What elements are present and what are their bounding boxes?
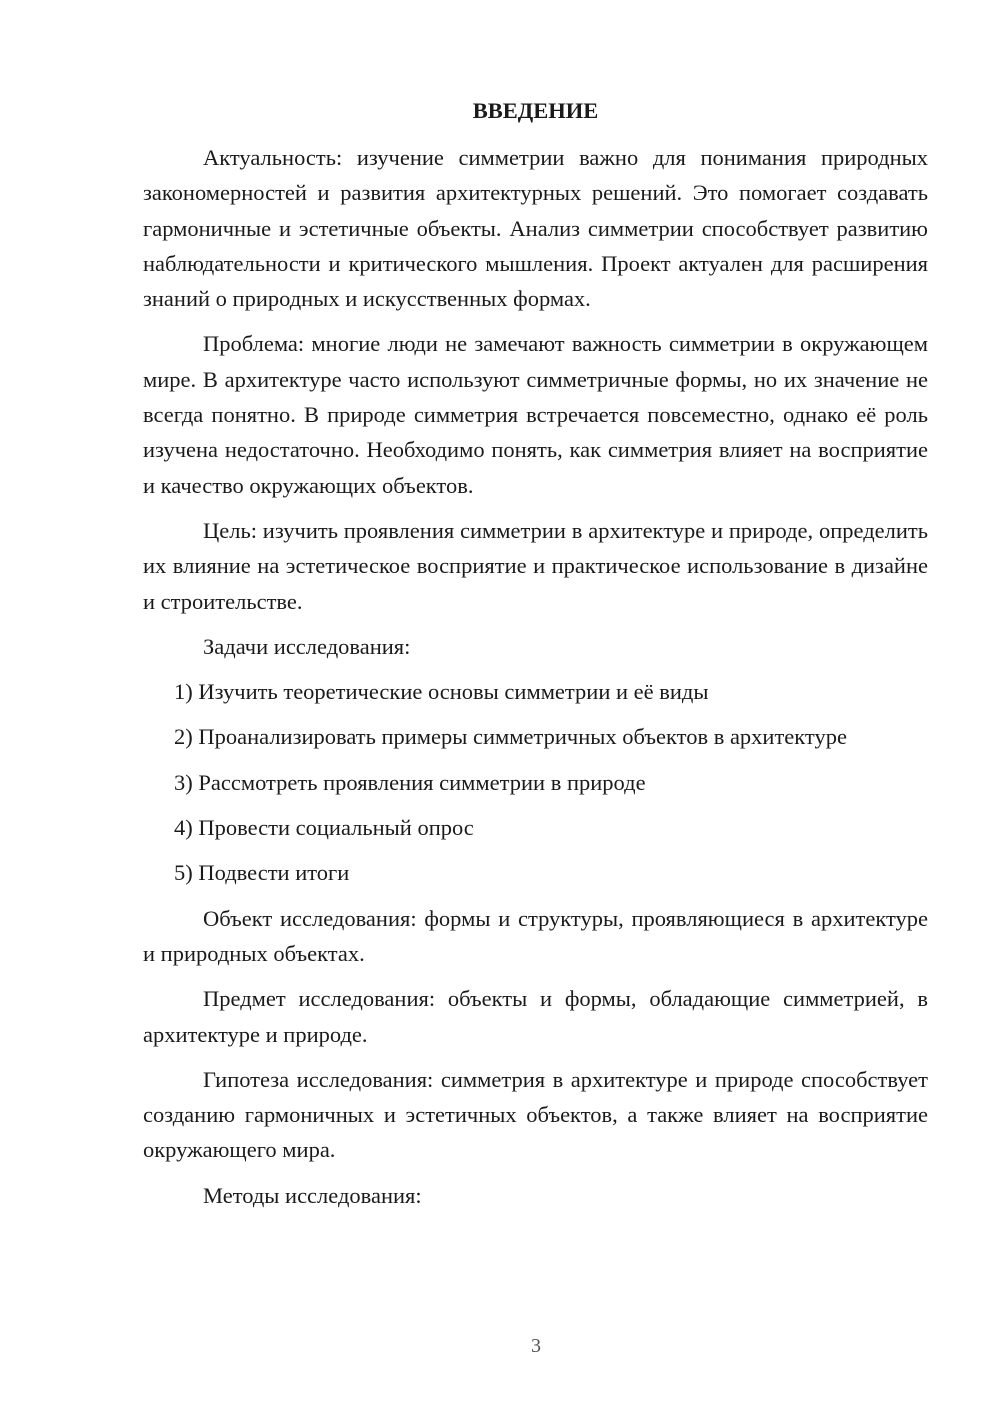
page-number: 3 — [531, 1335, 541, 1357]
paragraph-goal: Цель: изучить проявления симметрии в архитектуре и природе, определить их влияние на эстетическое восприятие и практическое использование в дизайне и строительстве. — [143, 517, 928, 614]
task-item-1: 1) Изучить теоретические основы симметрии и её виды — [174, 679, 709, 705]
paragraph-hypothesis: Гипотеза исследования: симметрия в архитектуре и природе способствует созданию гармоничных и эстетичных объектов, а также влияет на восприятие окружающего мира. — [143, 1066, 928, 1163]
task-item-2: 2) Проанализировать примеры симметричных объектов в архитектуре — [174, 724, 847, 750]
tasks-heading: Задачи исследования: — [203, 633, 411, 659]
paragraph-methods: Методы исследования: — [203, 1182, 422, 1208]
paragraph-problem: Проблема: многие люди не замечают важность симметрии в окружающем мире. В архитектуре часто используют симметричные формы, но их значение не всегда понятно. В природе симметрия встречается повсеместно, однако её роль изучена недостаточно. Необходимо понять, как симметрия влияет на восприятие и качество окружающих объектов. — [143, 331, 928, 498]
tasks-list — [143, 674, 928, 890]
task-item-5: 5) Подвести итоги — [174, 860, 350, 886]
page-title: ВВЕДЕНИЕ — [472, 98, 599, 123]
task-item-4: 4) Провести социальный опрос — [174, 815, 474, 841]
task-item-3: 3) Рассмотреть проявления симметрии в природе — [174, 769, 646, 795]
page-content — [143, 95, 928, 1213]
paragraph-subject: Предмет исследования: объекты и формы, обладающие симметрией, в архитектуре и природе. — [143, 986, 928, 1047]
paragraph-object: Объект исследования: формы и структуры, проявляющиеся в архитектуре и природных объектах. — [143, 905, 928, 966]
paragraph-relevance: Актуальность: изучение симметрии важно для понимания природных закономерностей и развития архитектурных решений. Это помогает создавать гармоничные и эстетичные объекты. Анализ симметрии способствует развитию наблюдательности и критического мышления. Проект актуален для расширения знаний о природных и искусственных формах. — [143, 145, 928, 312]
